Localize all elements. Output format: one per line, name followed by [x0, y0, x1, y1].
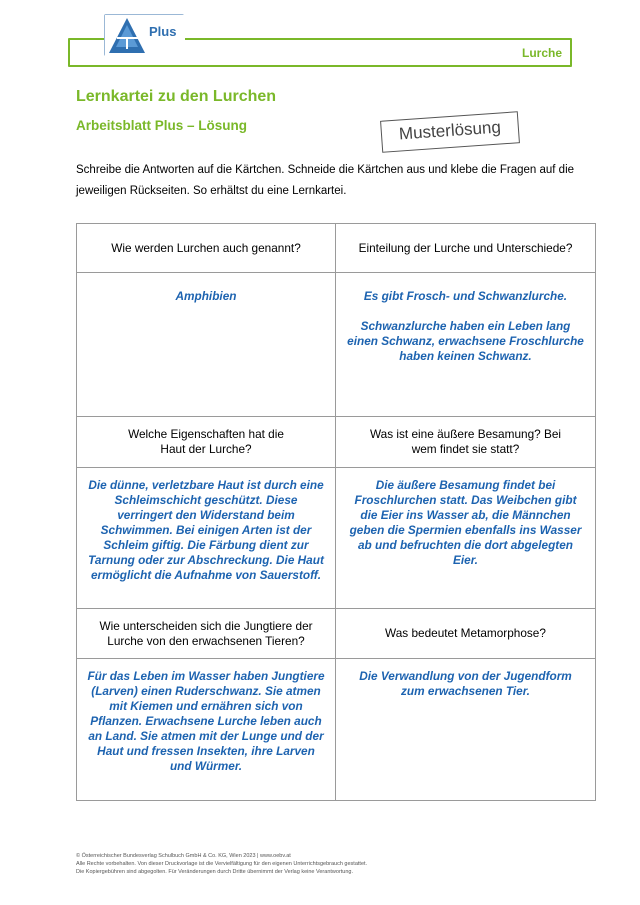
- copyright-footer: [76, 852, 576, 876]
- footer-line: Alle Rechte vorbehalten. Von dieser Druckvorlage ist die Vervielfältigung für den eigenen Unterrichtsgebrauch gestattet.: [76, 861, 368, 867]
- footer-line: © Österreichischer Bundesverlag Schulbuch GmbH & Co. KG, Wien 2023 | www.oebv.at: [76, 853, 291, 859]
- question-card: Einteilung der Lurche und Unterschiede?: [336, 224, 596, 273]
- answer-card: [336, 273, 596, 417]
- question-text: Welche Eigenschaften hat die Haut der Lurche?: [128, 427, 284, 456]
- question-text: Was ist eine äußere Besamung? Bei wem findet sie statt?: [369, 427, 562, 456]
- question-card: [336, 417, 596, 468]
- question-card: Wie werden Lurchen auch genannt?: [77, 224, 336, 273]
- answer-paragraph: Es gibt Frosch- und Schwanzlurche.: [363, 289, 568, 303]
- sample-solution-stamp: Musterlösung: [380, 111, 520, 153]
- answer-paragraph: Schwanzlurche haben ein Leben lang einen Schwanz, erwachsene Froschlurche haben keinen Schwanz.: [347, 319, 584, 363]
- publisher-logo: [104, 14, 184, 56]
- answer-card: Die Verwandlung von der Jugendform zum erwachsenen Tier.: [336, 659, 596, 801]
- logo-text: Plus: [149, 24, 177, 39]
- instructions-text: Schreibe die Antworten auf die Kärtchen. Schneide die Kärtchen aus und klebe die Fragen auf die jeweiligen Rückseiten. So erhältst du eine Lernkartei.: [76, 164, 575, 197]
- answer-card: Die äußere Besamung findet bei Froschlurchen statt. Das Weibchen gibt die Eier ins Wasser ab, die Männchen geben die Spermien ebenfalls ins Wasser ab und befruchten die dort abgelegten Eier.: [336, 468, 596, 609]
- question-card: [77, 417, 336, 468]
- question-card: Was bedeutet Metamorphose?: [336, 609, 596, 659]
- answer-card: Für das Leben im Wasser haben Jungtiere (Larven) einen Ruderschwanz. Sie atmen mit Kiemen und ernähren sich von Pflanzen. Erwachsene Lurche leben auch an Land. Sie atmen mit der Lunge und der Haut und fressen Insekten, ihre Larven und Würmer.: [77, 659, 336, 801]
- answer-card: Amphibien: [77, 273, 336, 417]
- question-card: Wie unterscheiden sich die Jungtiere der Lurche von den erwachsenen Tieren?: [77, 609, 336, 659]
- flashcard-table: [76, 223, 596, 801]
- page-title: Lernkartei zu den Lurchen: [76, 88, 277, 105]
- page-subtitle: Arbeitsblatt Plus – Lösung: [76, 118, 248, 133]
- answer-card: Die dünne, verletzbare Haut ist durch eine Schleimschicht geschützt. Diese verringert den Widerstand beim Schwimmen. Bei einigen Arten ist der Schleim giftig. Die Färbung dient zur Tarnung oder zur Abschreckung. Die Haut ermöglicht die Aufnahme von Sauerstoff.: [77, 468, 336, 609]
- footer-line: Die Kopiergebühren sind abgegolten. Für Veränderungen durch Dritte übernimmt der Verlag keine Verantwortung.: [76, 869, 354, 875]
- section-label: Lurche: [521, 46, 562, 60]
